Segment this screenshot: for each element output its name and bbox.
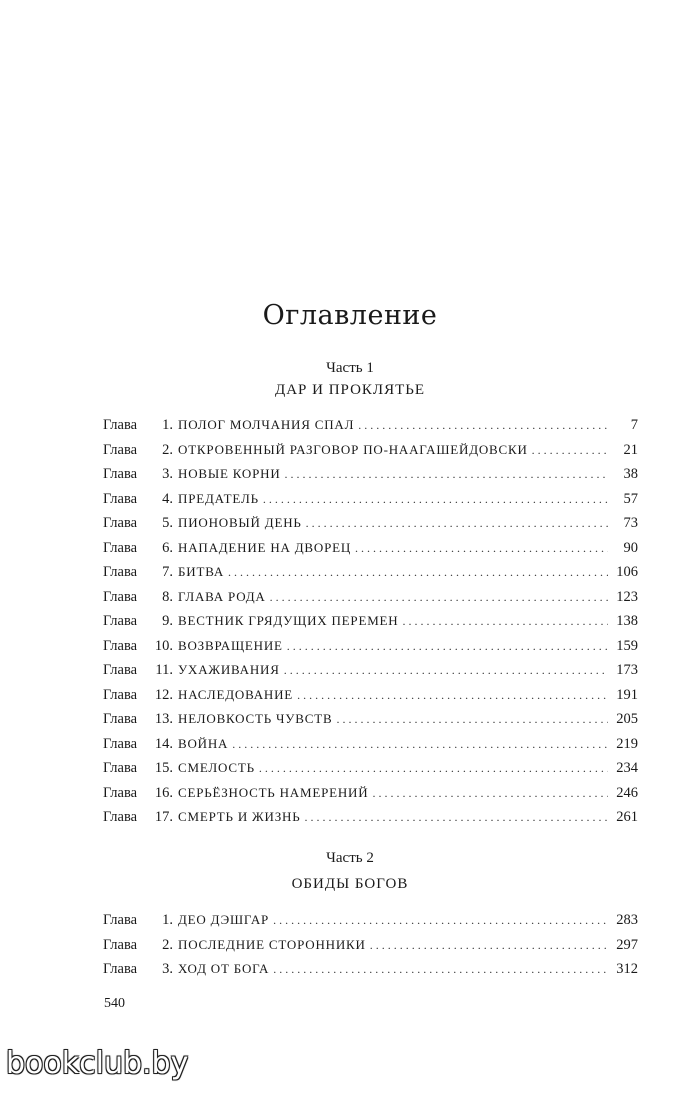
dot-leader [287,639,608,654]
chapter-page: 38 [623,466,638,482]
page-number: 540 [104,996,125,1011]
chapter-title: ПОСЛЕДНИЕ СТОРОННИКИ [178,936,366,952]
toc-entry[interactable] [103,711,638,736]
chapter-word: Глава [103,564,138,580]
chapter-word: Глава [103,466,138,482]
chapter-page: 191 [616,686,638,703]
chapter-number: 3. [162,961,173,977]
chapter-page: 219 [616,735,638,752]
toc-entry[interactable] [103,785,638,810]
chapter-page: 283 [616,912,638,928]
chapter-title: БИТВА [178,564,225,579]
chapter-title: СМЕЛОСТЬ [178,760,255,775]
chapter-page: 90 [623,539,638,556]
chapter-page: 138 [616,613,638,629]
dot-leader [306,516,608,531]
dot-leader [273,913,608,928]
chapter-title: ХОД ОТ БОГА [178,961,270,976]
dot-leader [259,761,608,776]
toc-entry[interactable] [103,613,638,638]
chapter-number: 8. [162,588,173,605]
chapter-title: СМЕРТЬ И ЖИЗНЬ [178,809,301,824]
dot-leader [284,663,608,678]
part-2-chapter-list [103,912,638,986]
chapter-number: 7. [162,564,173,580]
dot-leader [297,688,608,703]
chapter-number: 15. [154,760,173,776]
chapter-page: 21 [623,441,638,458]
chapter-word: Глава [103,613,138,629]
chapter-title: ДЕО ДЭШГАР [178,912,270,927]
chapter-title: ГЛАВА РОДА [178,588,266,604]
toc-heading: Оглавление [262,300,438,331]
dot-leader [232,737,608,752]
chapter-title: ПРЕДАТЕЛЬ [178,490,259,506]
chapter-word: Глава [103,539,138,556]
toc-entry[interactable] [103,589,638,614]
part-2-label: Часть 2 [326,850,374,866]
chapter-word: Глава [103,417,138,433]
chapter-number: 6. [162,539,173,556]
chapter-page: 297 [616,936,638,953]
chapter-number: 17. [154,809,173,825]
chapter-title: УХАЖИВАНИЯ [178,662,280,677]
chapter-word: Глава [103,961,138,977]
dot-leader [285,467,608,482]
chapter-title: ПИОНОВЫЙ ДЕНЬ [178,515,302,530]
toc-entry[interactable] [103,912,638,937]
chapter-page: 261 [616,809,638,825]
dot-leader [370,938,608,953]
dot-leader [372,786,608,801]
part-2-title: ОБИДЫ БОГОВ [291,876,409,892]
chapter-page: 73 [623,515,638,531]
chapter-page: 173 [616,662,638,678]
chapter-page: 312 [616,961,638,977]
chapter-number: 13. [154,711,173,727]
toc-entry[interactable] [103,466,638,491]
chapter-number: 11. [155,662,173,678]
chapter-title: ВЕСТНИК ГРЯДУЩИХ ПЕРЕМЕН [178,613,399,628]
toc-entry[interactable] [103,491,638,516]
dot-leader [228,565,608,580]
chapter-word: Глава [103,490,138,507]
chapter-title: СЕРЬЁЗНОСТЬ НАМЕРЕНИЙ [178,784,369,800]
chapter-title: НЕЛОВКОСТЬ ЧУВСТВ [178,711,333,726]
toc-entry[interactable] [103,564,638,589]
chapter-number: 12. [154,686,173,703]
chapter-number: 3. [162,466,173,482]
chapter-word: Глава [103,760,138,776]
chapter-title: НАСЛЕДОВАНИЕ [178,686,294,702]
chapter-number: 2. [162,441,173,458]
dot-leader [263,492,608,507]
watermark-logo: bookclub.by [6,1046,189,1081]
chapter-word: Глава [103,809,138,825]
chapter-title: НОВЫЕ КОРНИ [178,466,281,481]
chapter-word: Глава [103,637,138,654]
chapter-number: 1. [162,912,173,928]
chapter-number: 5. [162,515,173,531]
chapter-page: 123 [616,588,638,605]
toc-entry[interactable] [103,809,638,834]
toc-entry[interactable] [103,760,638,785]
chapter-number: 1. [162,417,173,433]
dot-leader [355,541,608,556]
chapter-word: Глава [103,711,138,727]
chapter-title: ВОЗВРАЩЕНИЕ [178,637,283,653]
chapter-word: Глава [103,912,138,928]
part-1-title: ДАР И ПРОКЛЯТЬЕ [274,382,426,398]
toc-entry[interactable] [103,687,638,712]
dot-leader [270,590,608,605]
chapter-page: 234 [616,760,638,776]
chapter-page: 205 [616,711,638,727]
chapter-word: Глава [103,936,138,953]
chapter-word: Глава [103,686,138,703]
dot-leader [273,962,608,977]
chapter-word: Глава [103,441,138,458]
chapter-page: 7 [630,417,638,433]
toc-entry[interactable] [103,417,638,442]
chapter-word: Глава [103,735,138,752]
chapter-word: Глава [103,515,138,531]
chapter-number: 16. [154,784,173,801]
dot-leader [358,418,608,433]
chapter-word: Глава [103,662,138,678]
part-1-label: Часть 1 [326,360,374,376]
chapter-word: Глава [103,784,138,801]
toc-entry[interactable] [103,662,638,687]
toc-entry[interactable] [103,442,638,467]
toc-entry[interactable] [103,736,638,761]
chapter-page: 57 [623,490,638,507]
chapter-title: ВОЙНА [178,735,229,751]
chapter-page: 106 [616,564,638,580]
chapter-number: 4. [162,490,173,507]
chapter-page: 159 [616,637,638,654]
toc-entry[interactable] [103,937,638,962]
toc-entry[interactable] [103,961,638,986]
chapter-number: 10. [154,637,173,654]
toc-entry[interactable] [103,540,638,565]
part-1-chapter-list [103,417,638,834]
chapter-title: ОТКРОВЕННЫЙ РАЗГОВОР ПО-НААГАШЕЙДОВСКИ [178,441,528,457]
chapter-number: 9. [162,613,173,629]
dot-leader [304,810,608,825]
chapter-number: 2. [162,936,173,953]
chapter-number: 14. [154,735,173,752]
toc-entry[interactable] [103,638,638,663]
dot-leader [532,443,608,458]
chapter-page: 246 [616,784,638,801]
chapter-word: Глава [103,588,138,605]
dot-leader [336,712,608,727]
chapter-title: ПОЛОГ МОЛЧАНИЯ СПАЛ [178,417,355,432]
toc-entry[interactable] [103,515,638,540]
chapter-title: НАПАДЕНИЕ НА ДВОРЕЦ [178,539,352,555]
dot-leader [402,614,608,629]
